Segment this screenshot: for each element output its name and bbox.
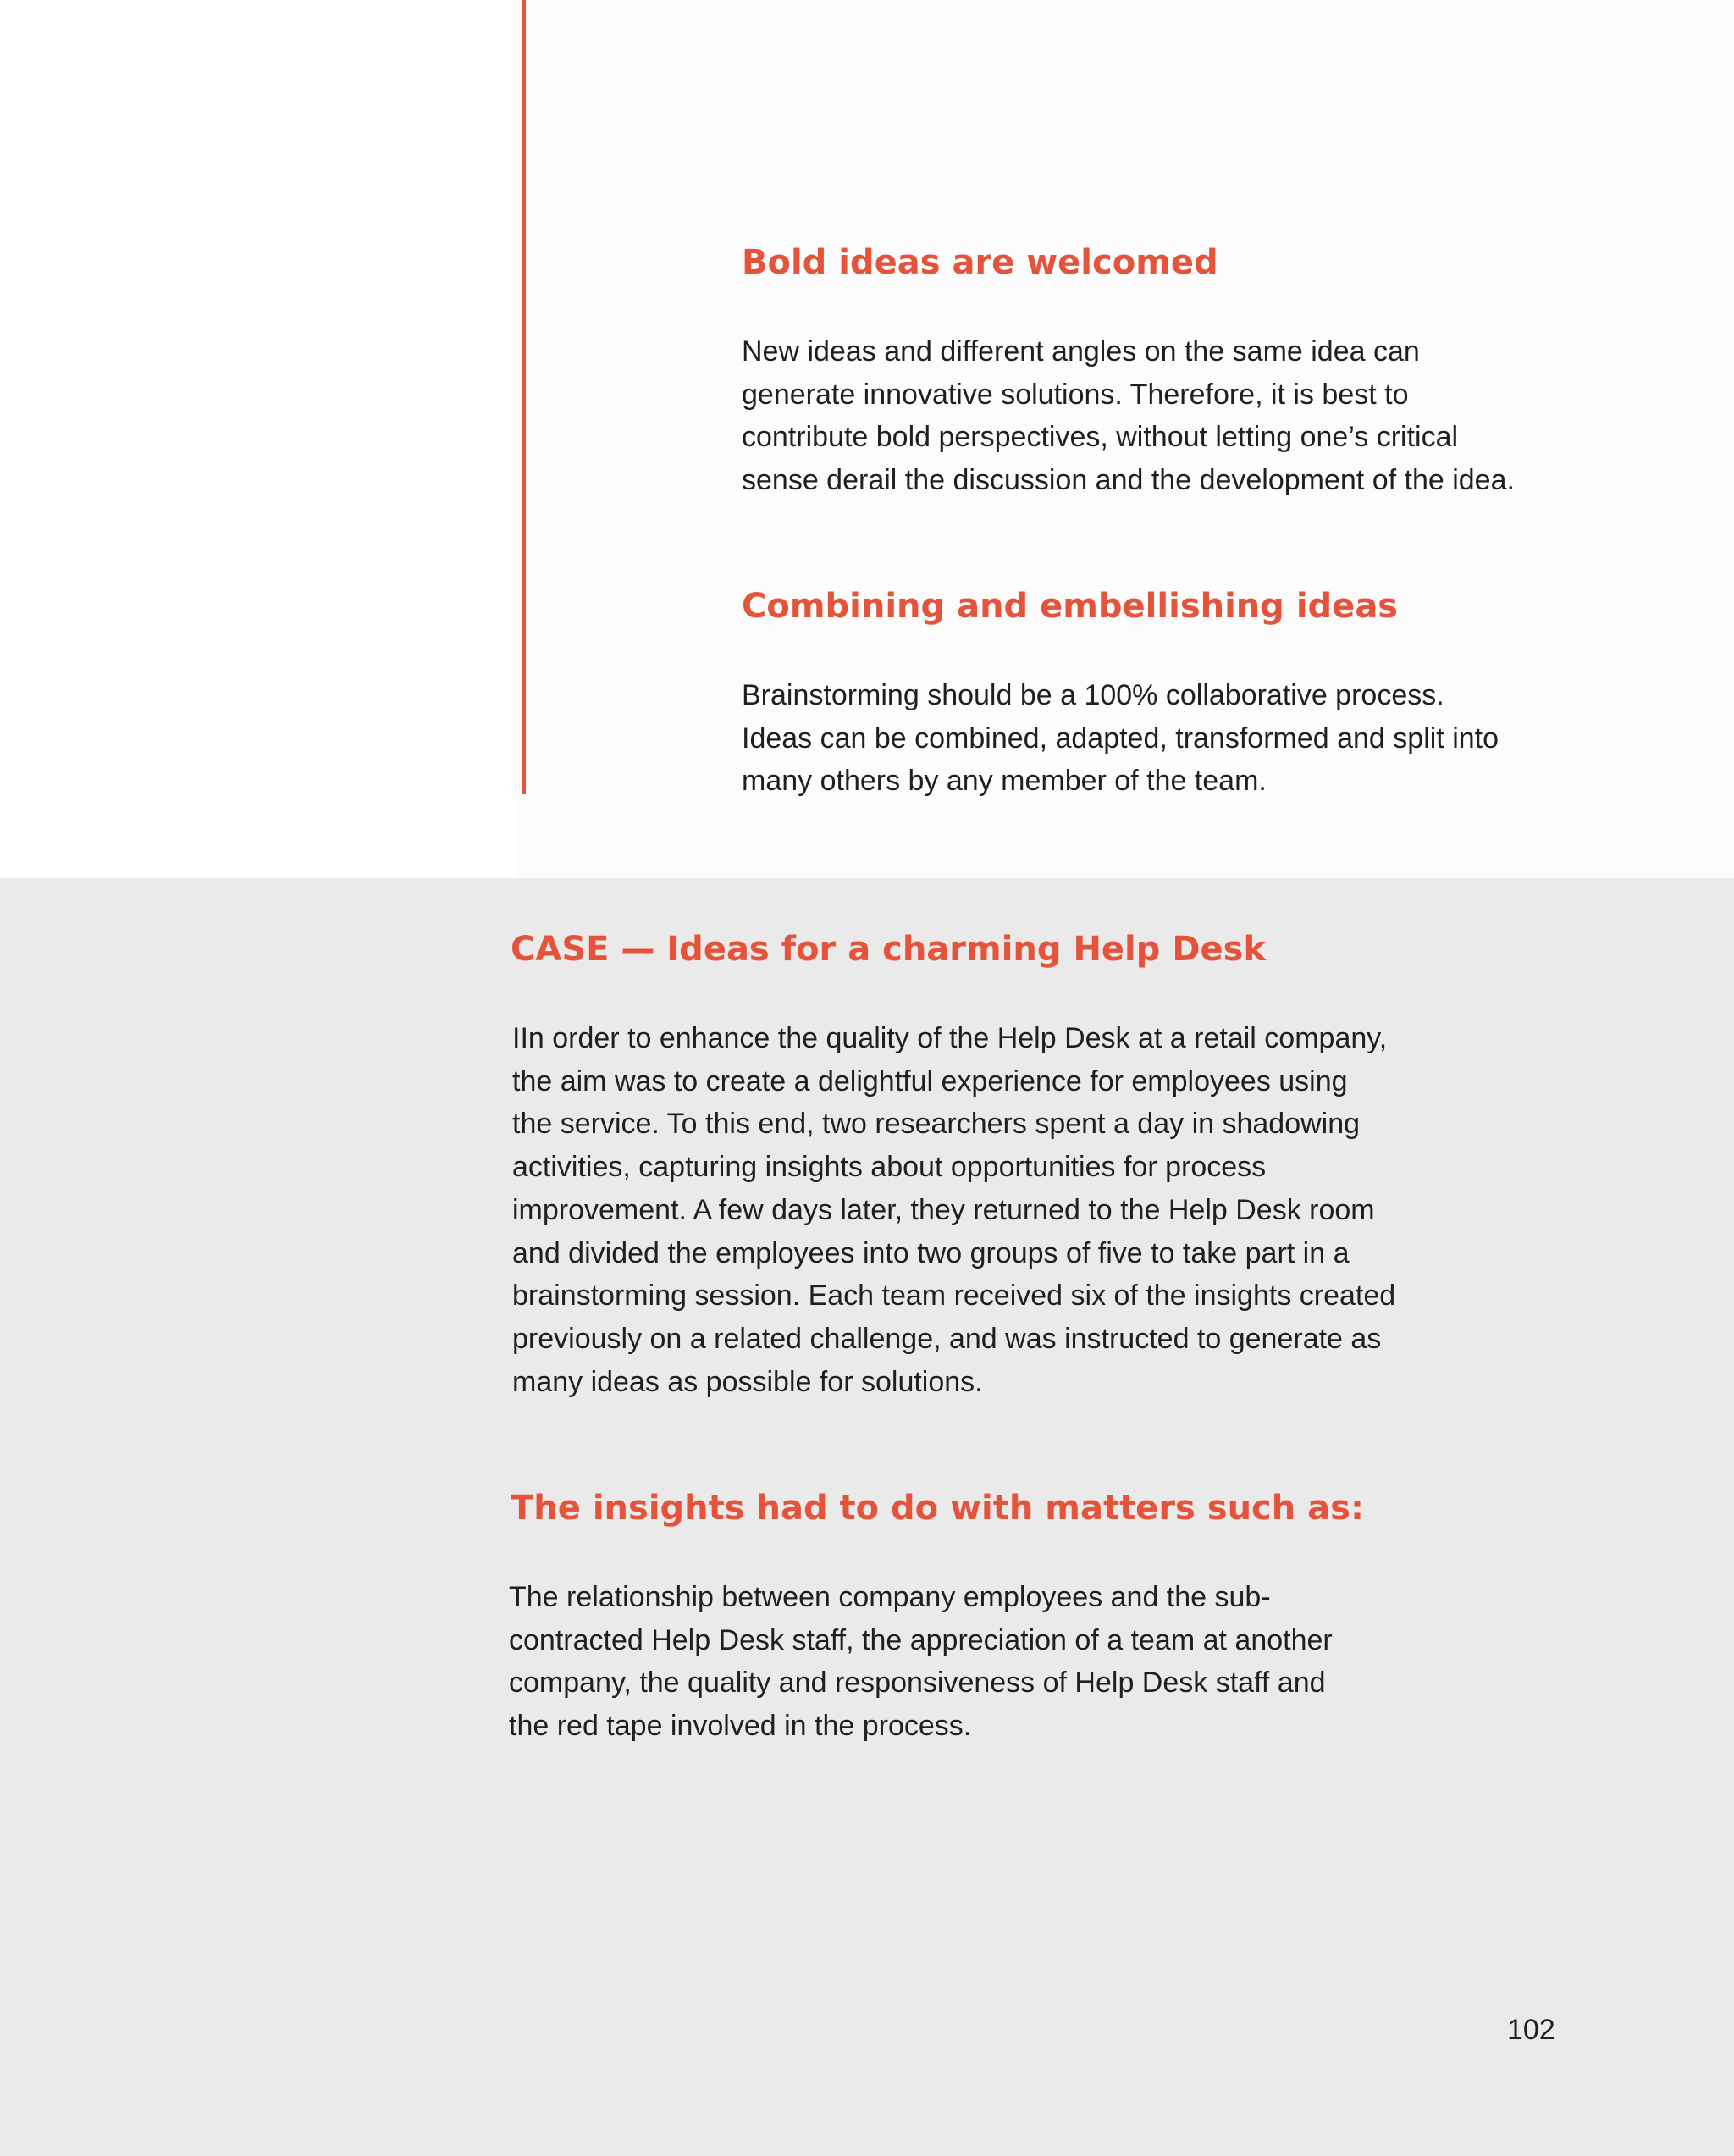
case-heading: CASE — Ideas for a charming Help Desk [511, 930, 1267, 969]
paragraph-line: Ideas can be combined, adapted, transformed and split into [742, 721, 1499, 755]
paragraph-line: activities, capturing insights about opportunities for process [512, 1151, 1267, 1184]
page-number: 102 [1507, 2014, 1555, 2046]
principle-body-bold-ideas [742, 330, 1515, 502]
paragraph-line: New ideas and different angles on the same idea can [742, 335, 1420, 368]
paragraph-line: contribute bold perspectives, without letting one’s critical [742, 421, 1459, 454]
paragraph-line: many ideas as possible for solutions. [512, 1365, 983, 1398]
paragraph-line: and divided the employees into two groups of five to take part in a [512, 1236, 1350, 1269]
principle-heading-bold-ideas: Bold ideas are welcomed [742, 243, 1218, 282]
paragraph-line: previously on a related challenge, and was instructed to generate as [512, 1322, 1382, 1355]
paragraph-line: The relationship between company employees and the sub- [509, 1581, 1271, 1613]
paragraph-line: improvement. A few days later, they returned to the Help Desk room [512, 1193, 1375, 1226]
insights-heading: The insights had to do with matters such as: [511, 1489, 1364, 1528]
paragraph-line: brainstorming session. Each team received six of the insights created [512, 1280, 1396, 1313]
paragraph-line: IIn order to enhance the quality of the Help Desk at a retail company, [512, 1022, 1388, 1054]
case-study-panel [0, 878, 1734, 2156]
case-body [512, 1017, 1395, 1403]
paragraph-line: company, the quality and responsiveness of Help Desk staff and [509, 1667, 1326, 1700]
paragraph-line: the service. To this end, two researchers spent a day in shadowing [512, 1108, 1361, 1141]
principle-body-combining-ideas [742, 674, 1499, 803]
paragraph-line: sense derail the discussion and the development of the idea. [742, 464, 1515, 497]
principle-heading-combining-ideas: Combining and embellishing ideas [742, 587, 1399, 626]
insights-body [509, 1576, 1333, 1748]
paragraph-line: the red tape involved in the process. [509, 1710, 972, 1743]
paragraph-line: the aim was to create a delightful experience for employees using [512, 1064, 1348, 1097]
principles-panel [0, 0, 1734, 878]
accent-vertical-rule [522, 0, 526, 794]
paragraph-line: Brainstorming should be a 100% collaborative process. [742, 679, 1444, 711]
paragraph-line: many others by any member of the team. [742, 765, 1267, 798]
paragraph-line: generate innovative solutions. Therefore, it is best to [742, 378, 1409, 411]
paragraph-line: contracted Help Desk staff, the appreciation of a team at another [509, 1623, 1333, 1656]
